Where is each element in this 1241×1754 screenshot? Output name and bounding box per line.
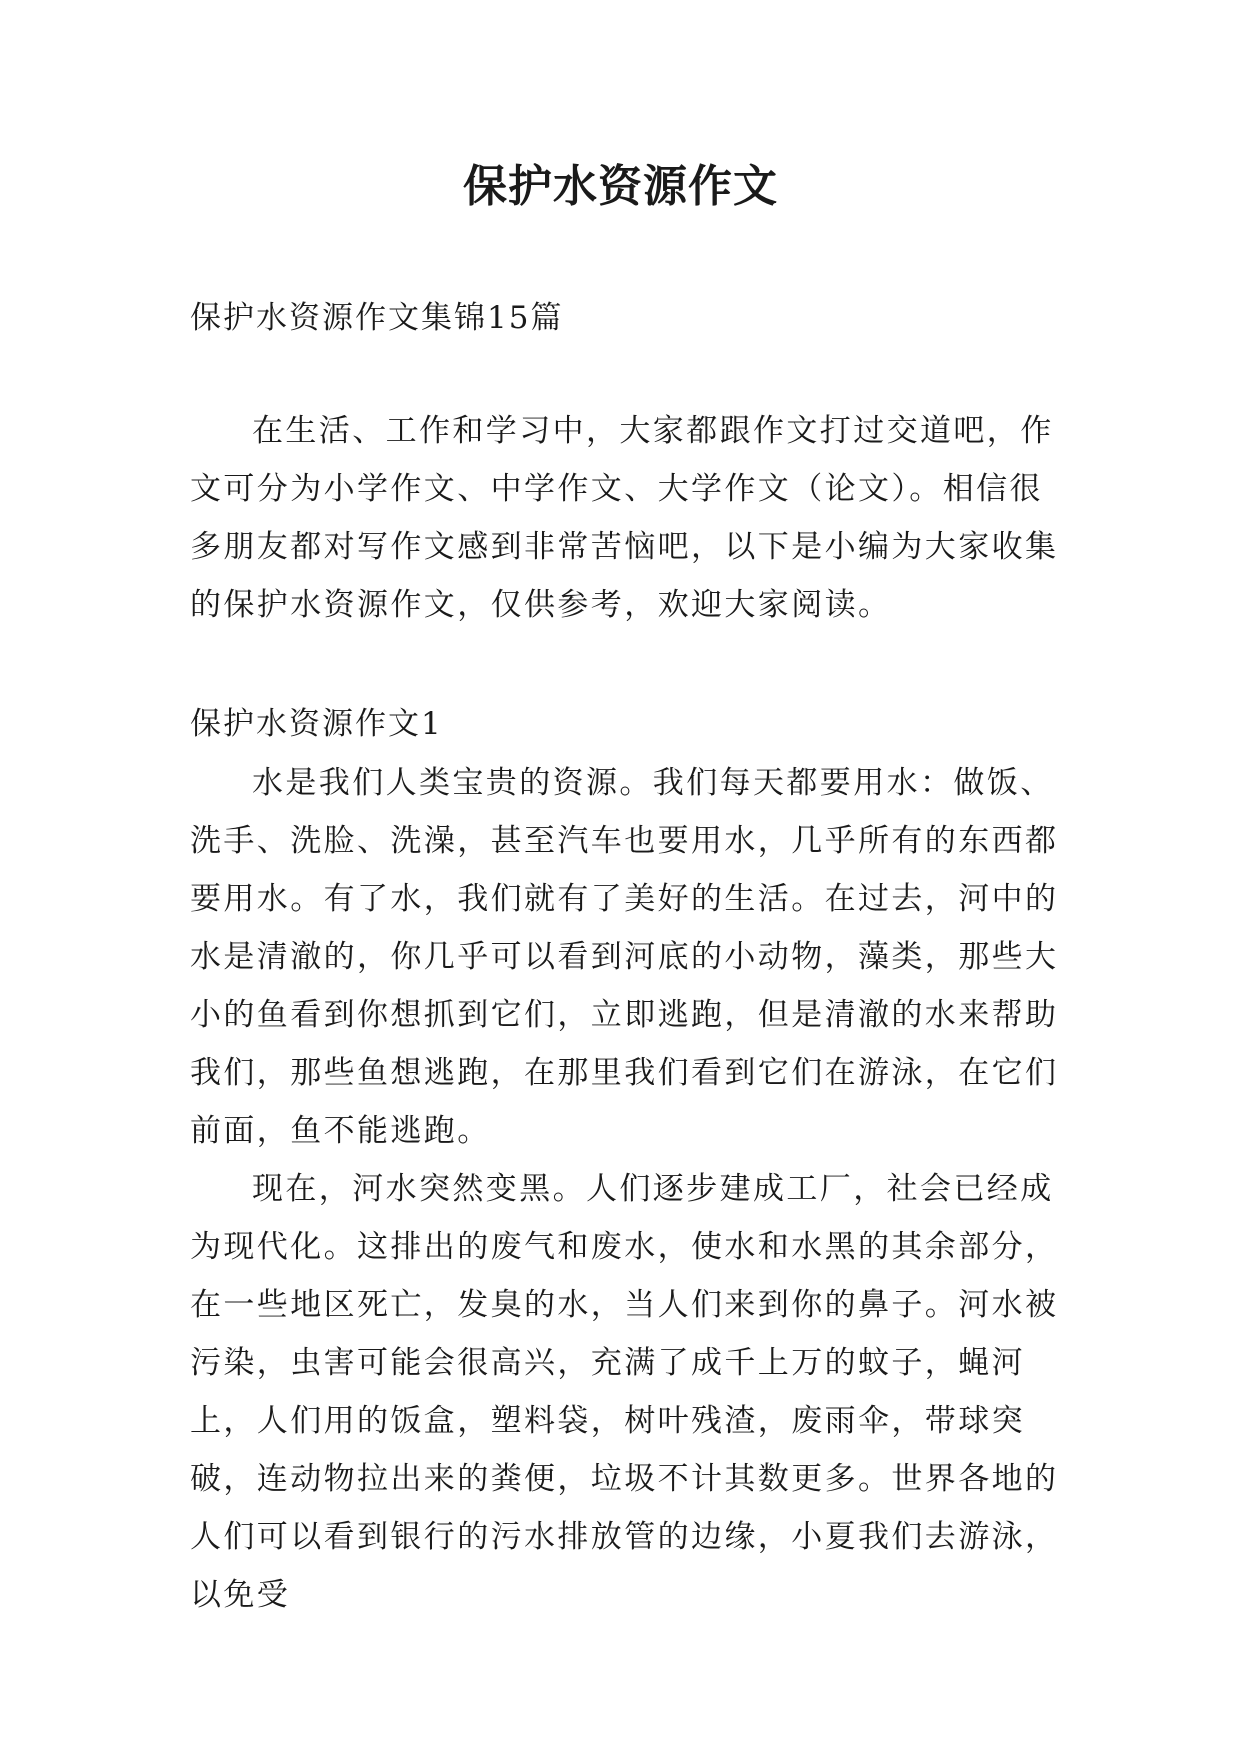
- intro-paragraph: 在生活、工作和学习中，大家都跟作文打过交道吧，作文可分为小学作文、中学作文、大学作文（论文）。相信很多朋友都对写作文感到非常苦恼吧，以下是小编为大家收集的保护水资源作文，仅供参考，欢迎大家阅读。: [190, 413, 1059, 623]
- document-title: 保护水资源作文: [463, 161, 778, 212]
- section-heading: 保护水资源作文1: [190, 706, 443, 742]
- essay-paragraph-2: 现在，河水突然变黑。人们逐步建成工厂，社会已经成为现代化。这排出的废气和废水，使水和水黑的其余部分，在一些地区死亡，发臭的水，当人们来到你的鼻子。河水被污染，虫害可能会很高兴，充满了成千上万的蚊子，蝇河上，人们用的饭盒，塑料袋，树叶残渣，废雨伞，带球突破，连动物拉出来的粪便，垃圾不计其数更多。世界各地的人们可以看到银行的污水排放管的边缘，小夏我们去游泳，以免受: [190, 1171, 1059, 1613]
- essay-body: [190, 754, 1070, 1624]
- collection-subtitle: 保护水资源作文集锦15篇: [190, 300, 564, 336]
- essay-paragraph-1: 水是我们人类宝贵的资源。我们每天都要用水：做饭、洗手、洗脸、洗澡，甚至汽车也要用水，几乎所有的东西都要用水。有了水，我们就有了美好的生活。在过去，河中的水是清澈的，你几乎可以看到河底的小动物，藻类，那些大小的鱼看到你想抓到它们，立即逃跑，但是清澈的水来帮助我们，那些鱼想逃跑，在那里我们看到它们在游泳，在它们前面，鱼不能逃跑。: [190, 765, 1059, 1149]
